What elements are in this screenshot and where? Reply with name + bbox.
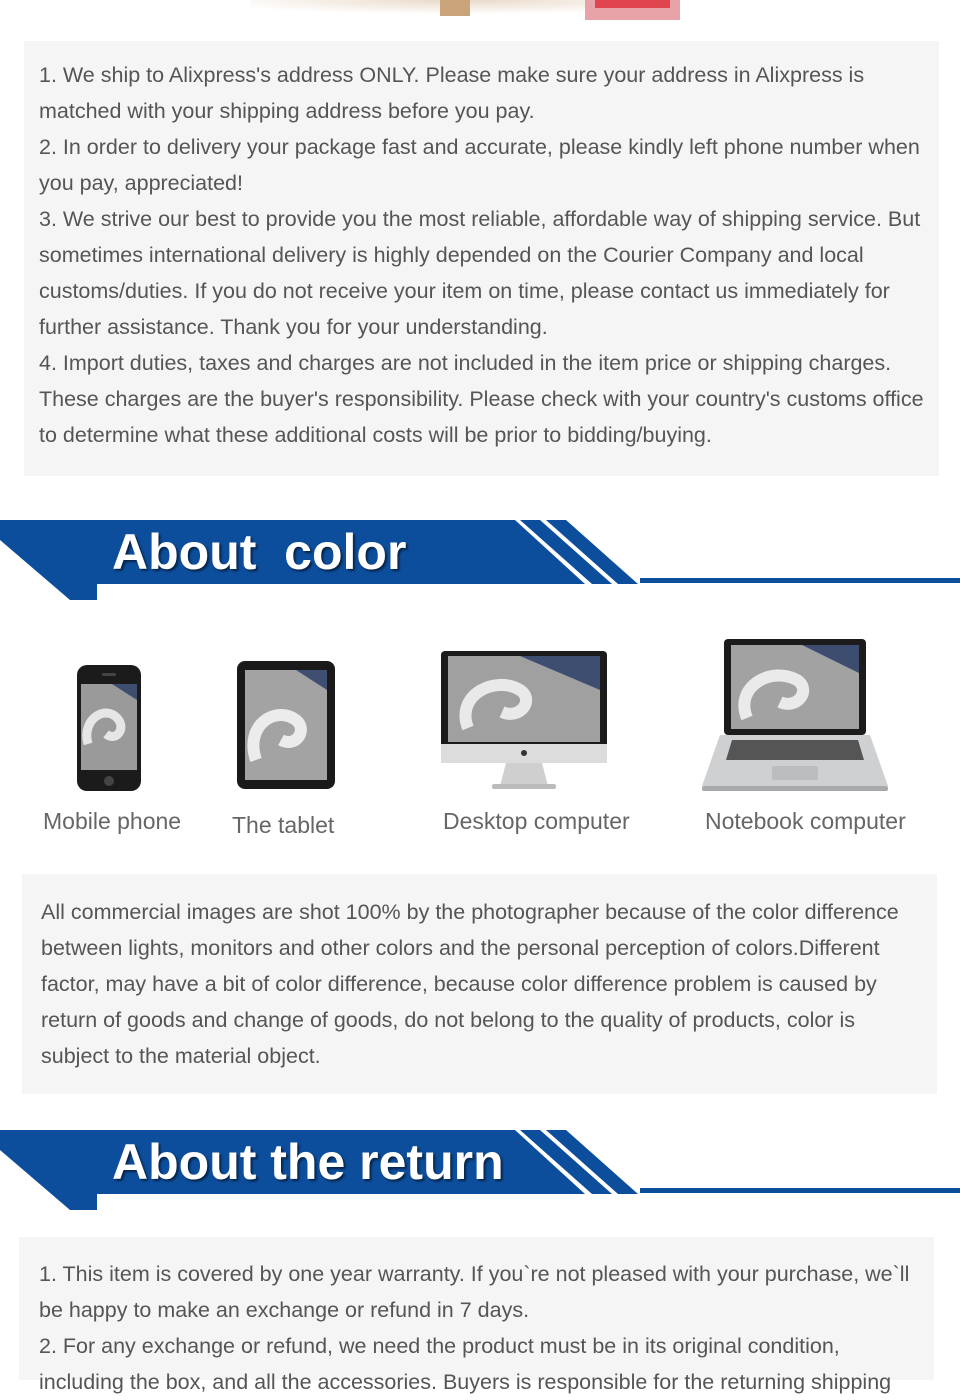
device-label-mobile-phone: Mobile phone <box>43 808 182 834</box>
about-return-banner <box>0 1130 960 1220</box>
tablet-icon <box>236 660 336 790</box>
device-label-desktop: Desktop computer <box>443 808 630 834</box>
shipping-note-1: 1. We ship to Alixpress's address ONLY. Please make sure your address in Alixpress is matched with your shipping address before you pay. <box>39 63 865 123</box>
mobile-phone-icon <box>76 664 142 792</box>
return-note-2: 2. For any exchange or refund, we need the product must be in its original condition, including the box, and all the accessories. Buyers is responsible for the returning shipping <box>39 1334 892 1394</box>
device-label-notebook: Notebook computer <box>705 808 906 834</box>
about-return-title: About the return <box>112 1134 504 1190</box>
shipping-note-4: 4. Import duties, taxes and charges are not included in the item price or shipping charges. These charges are the buyer's responsibility. Please check with your country's customs office to determine what these additional costs will be prior to bidding/buying. <box>39 351 924 447</box>
shipping-note-2: 2. In order to delivery your package fast and accurate, please kindly left phone number when you pay, appreciated! <box>39 135 920 195</box>
about-color-banner <box>0 520 960 610</box>
shipping-notes-box <box>24 41 939 476</box>
return-note-1: 1. This item is covered by one year warranty. If you`re not pleased with your purchase, we`ll be happy to make an exchange or refund in 7 days. <box>39 1262 910 1322</box>
desktop-computer-icon <box>440 650 608 792</box>
product-photo-strip <box>0 0 960 28</box>
notebook-computer-icon <box>702 638 888 792</box>
return-notes-box <box>19 1237 934 1394</box>
device-label-tablet: The tablet <box>232 812 335 838</box>
shipping-note-3: 3. We strive our best to provide you the most reliable, affordable way of shipping service. But sometimes international delivery is highly depended on the Courier Company and local customs/duties. If you do not receive your item on time, please contact us immediately for further assistance. Thank you for your understanding. <box>39 207 921 339</box>
color-difference-note-box <box>22 874 937 1094</box>
color-difference-note: All commercial images are shot 100% by the photographer because of the color difference between lights, monitors and other colors and the personal perception of colors.Different factor, may have a bit of color difference, because color difference problem is caused by return of goods and change of goods, do not belong to the quality of products, color is subject to the material object. <box>41 900 899 1068</box>
about-color-title: About color <box>112 524 407 580</box>
